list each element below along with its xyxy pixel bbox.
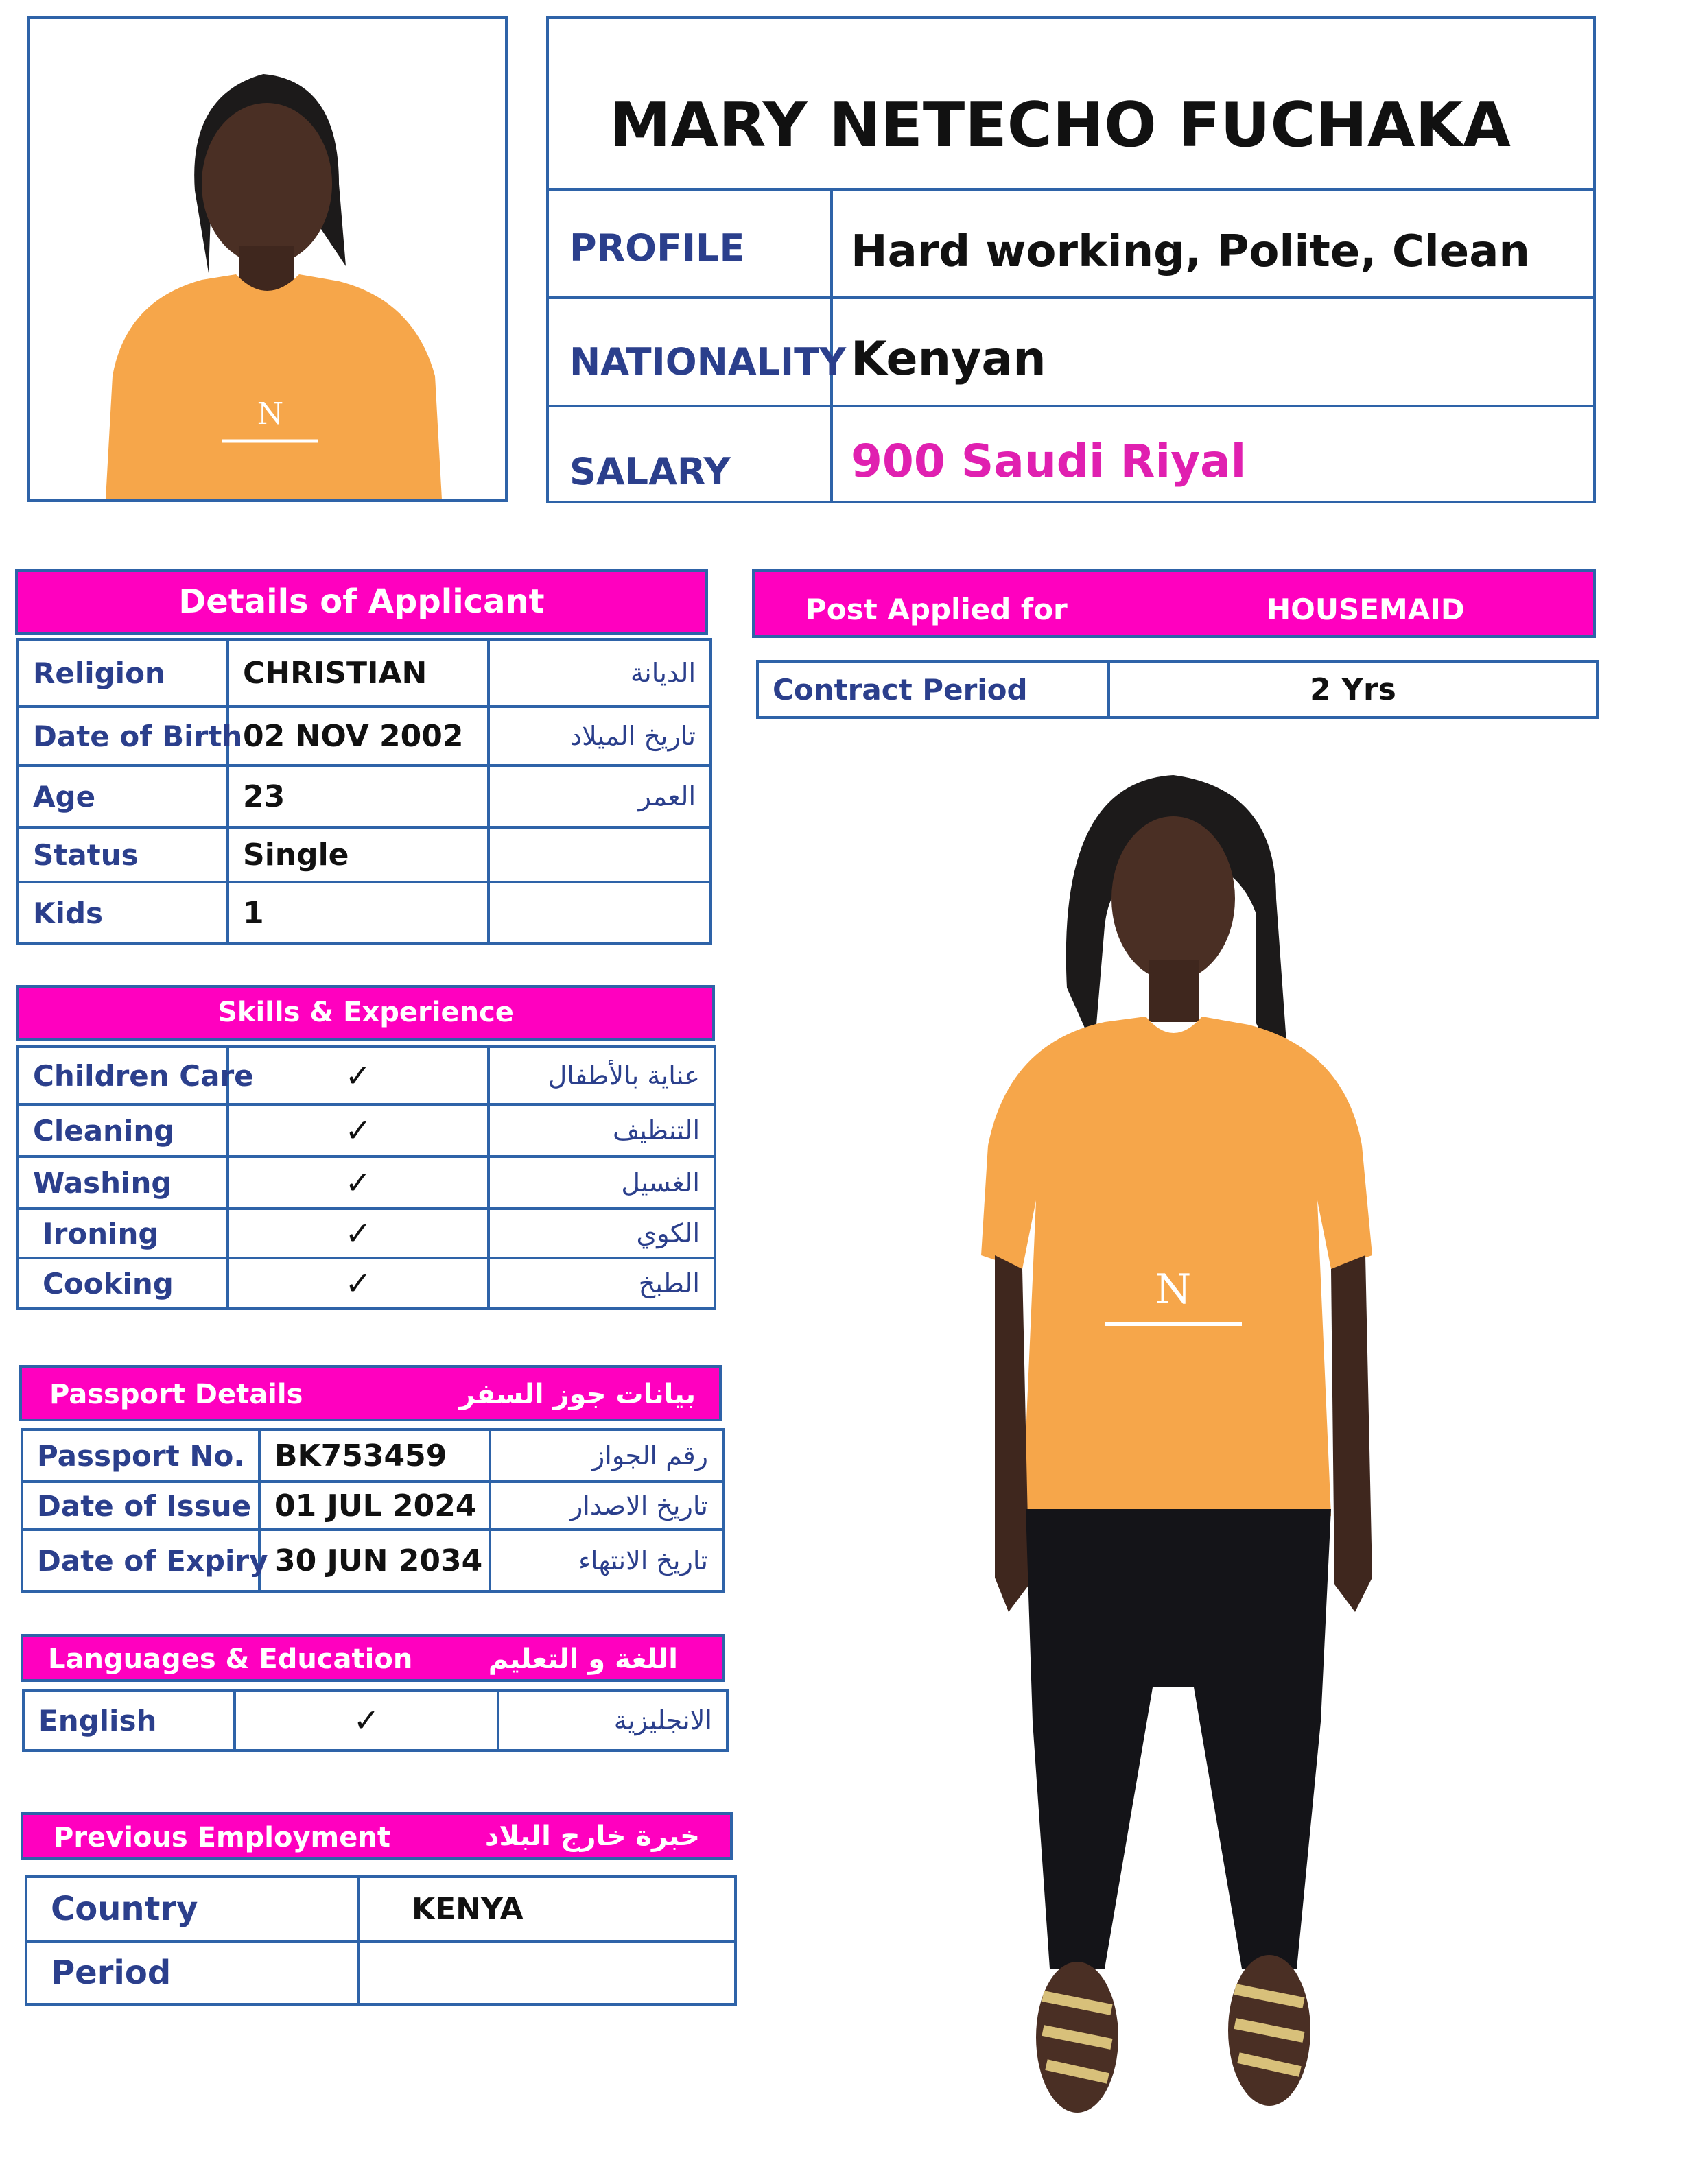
table-row xyxy=(18,1209,715,1258)
period-label: Period xyxy=(26,1941,358,2004)
employment-title-bar xyxy=(21,1812,733,1860)
header-divider xyxy=(546,405,1596,407)
employment-title: Previous Employment xyxy=(54,1822,390,1853)
table-row xyxy=(23,1690,727,1750)
salary-label: SALARY xyxy=(569,450,731,493)
expiry-date-arabic: تاريخ الانتهاء xyxy=(490,1530,723,1591)
portrait-photo xyxy=(27,16,508,502)
contract-label: Contract Period xyxy=(757,661,1109,717)
table-row xyxy=(18,882,711,944)
age-value: 23 xyxy=(228,765,489,827)
skills-title: Skills & Experience xyxy=(217,997,514,1028)
dob-label: Date of Birth xyxy=(18,707,228,765)
nationality-value: Kenyan xyxy=(851,332,1046,386)
kids-arabic xyxy=(489,882,711,944)
post-bar xyxy=(752,569,1596,638)
passport-title-arabic: بيانات جوز السفر xyxy=(459,1379,696,1410)
table-row xyxy=(757,661,1597,717)
issue-date-value: 01 JUL 2024 xyxy=(259,1482,490,1530)
applicant-table xyxy=(16,638,712,945)
table-row xyxy=(26,1941,736,2004)
religion-arabic: الديانة xyxy=(489,639,711,707)
full-body-photo xyxy=(947,761,1413,2126)
skill-ironing-label: Ironing xyxy=(18,1209,228,1258)
table-row xyxy=(18,1258,715,1309)
age-label: Age xyxy=(18,765,228,827)
check-icon: ✓ xyxy=(228,1258,489,1309)
table-row xyxy=(26,1877,736,1941)
check-icon: ✓ xyxy=(235,1690,498,1750)
nationality-label: NATIONALITY xyxy=(569,340,847,383)
contract-value: 2 Yrs xyxy=(1109,661,1597,717)
table-row xyxy=(18,827,711,882)
passport-no-label: Passport No. xyxy=(22,1429,259,1482)
table-row xyxy=(22,1530,723,1591)
check-icon: ✓ xyxy=(228,1156,489,1209)
contract-table xyxy=(756,660,1599,719)
table-row xyxy=(18,639,711,707)
english-label: English xyxy=(23,1690,235,1750)
status-value: Single xyxy=(228,827,489,882)
check-icon: ✓ xyxy=(228,1104,489,1156)
religion-label: Religion xyxy=(18,639,228,707)
passport-no-value: BK753459 xyxy=(259,1429,490,1482)
table-row xyxy=(22,1429,723,1482)
skill-ironing-arabic: الكوي xyxy=(489,1209,715,1258)
passport-title-bar xyxy=(19,1365,722,1421)
passport-title: Passport Details xyxy=(49,1379,303,1410)
employment-table xyxy=(25,1875,737,2006)
kids-value: 1 xyxy=(228,882,489,944)
applicant-title-bar xyxy=(15,569,708,635)
skill-cooking-label: Cooking xyxy=(18,1258,228,1309)
table-row xyxy=(18,765,711,827)
dob-arabic: تاريخ الميلاد xyxy=(489,707,711,765)
skill-cleaning-label: Cleaning xyxy=(18,1104,228,1156)
period-value xyxy=(358,1941,736,2004)
portrait-illustration xyxy=(30,19,505,499)
issue-date-arabic: تاريخ الاصدار xyxy=(490,1482,723,1530)
svg-text:N: N xyxy=(257,396,284,431)
full-body-illustration xyxy=(947,761,1413,2126)
table-row xyxy=(18,1104,715,1156)
table-row xyxy=(18,707,711,765)
profile-value: Hard working, Polite, Clean xyxy=(851,226,1530,277)
expiry-date-label: Date of Expiry xyxy=(22,1530,259,1591)
religion-value: CHRISTIAN xyxy=(228,639,489,707)
header-divider xyxy=(546,188,1596,191)
age-arabic: العمر xyxy=(489,765,711,827)
languages-title-arabic: اللغة و التعليم xyxy=(488,1643,678,1675)
status-label: Status xyxy=(18,827,228,882)
skill-cooking-arabic: الطبخ xyxy=(489,1258,715,1309)
skill-washing-label: Washing xyxy=(18,1156,228,1209)
kids-label: Kids xyxy=(18,882,228,944)
passport-no-arabic: رقم الجواز xyxy=(490,1429,723,1482)
post-value: HOUSEMAID xyxy=(1267,593,1465,626)
salary-value: 900 Saudi Riyal xyxy=(851,435,1247,488)
country-value: KENYA xyxy=(358,1877,736,1941)
expiry-date-value: 30 JUN 2034 xyxy=(259,1530,490,1591)
country-label: Country xyxy=(26,1877,358,1941)
applicant-name: MARY NETECHO FUCHAKA xyxy=(609,89,1511,161)
languages-title-bar xyxy=(21,1634,725,1682)
table-row xyxy=(22,1482,723,1530)
skill-children-care-label: Children Care xyxy=(18,1047,228,1104)
check-icon: ✓ xyxy=(228,1047,489,1104)
table-row xyxy=(18,1047,715,1104)
issue-date-label: Date of Issue xyxy=(22,1482,259,1530)
english-arabic: الانجليزية xyxy=(498,1690,727,1750)
check-icon: ✓ xyxy=(228,1209,489,1258)
svg-text:N: N xyxy=(1155,1266,1192,1314)
languages-table xyxy=(22,1689,729,1752)
skill-washing-arabic: الغسيل xyxy=(489,1156,715,1209)
applicant-title: Details of Applicant xyxy=(178,582,545,621)
profile-label: PROFILE xyxy=(569,226,745,270)
skill-children-care-arabic: عناية بالأطفال xyxy=(489,1047,715,1104)
languages-title: Languages & Education xyxy=(48,1643,413,1675)
skills-title-bar xyxy=(16,985,715,1041)
table-row xyxy=(18,1156,715,1209)
employment-title-arabic: خبرة خارج البلاد xyxy=(484,1820,700,1852)
post-label: Post Applied for xyxy=(805,593,1068,626)
status-arabic xyxy=(489,827,711,882)
header-divider xyxy=(546,296,1596,299)
skill-cleaning-arabic: التنظيف xyxy=(489,1104,715,1156)
dob-value: 02 NOV 2002 xyxy=(228,707,489,765)
passport-table xyxy=(21,1428,725,1593)
skills-table xyxy=(16,1045,716,1310)
